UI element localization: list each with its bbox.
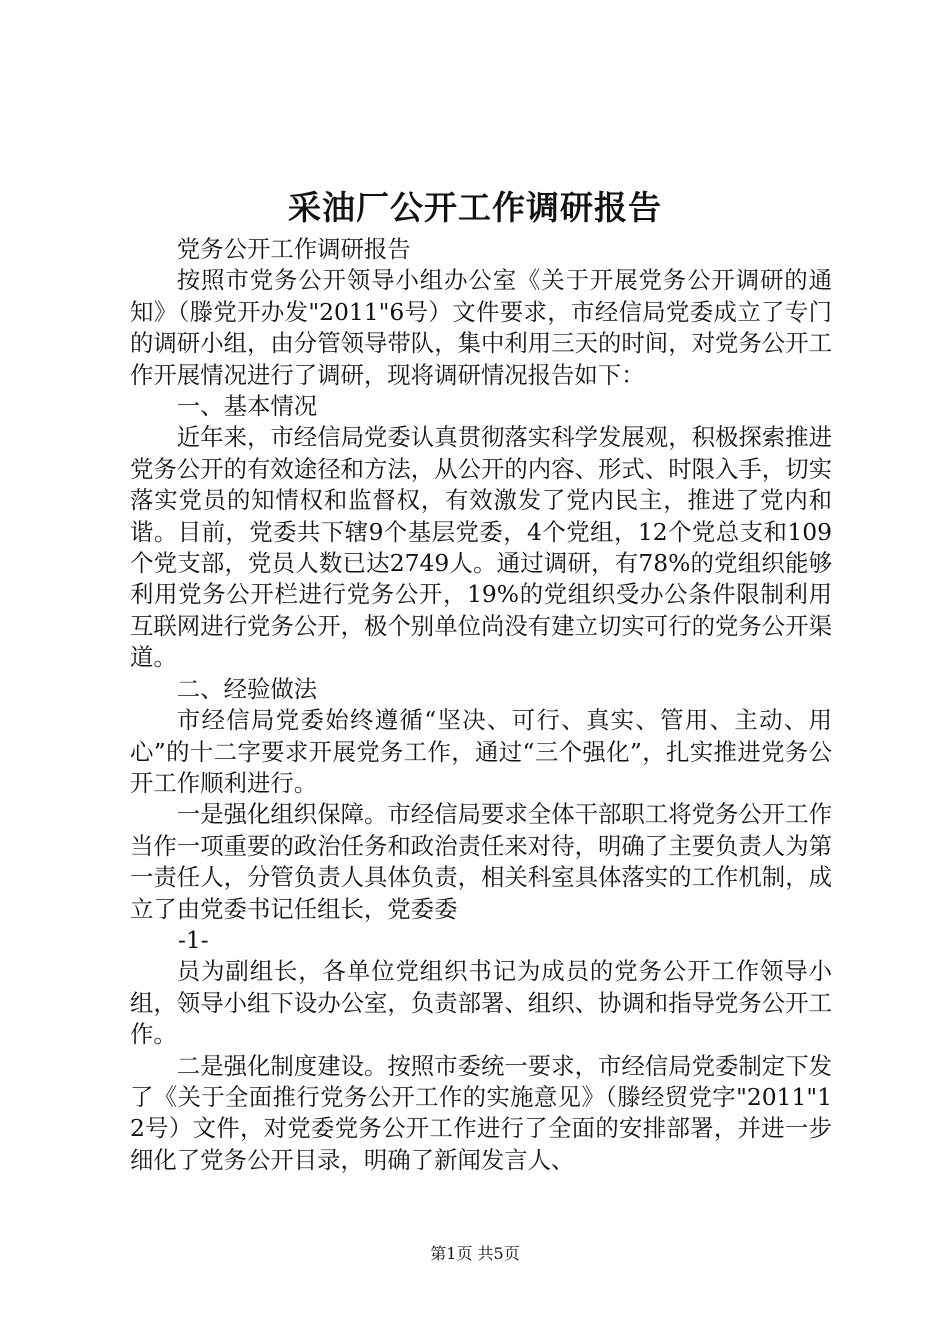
document-title: 采油厂公开工作调研报告 (288, 188, 662, 227)
organization-paragraph: 一是强化组织保障。市经信局要求全体干部职工将党务公开工作当作一项重要的政治任务和政治责任来对待，明确了主要负责人为第一责任人，分管负责人具体负责，相关科室具体落实的工作机制，成立了由党委书记任组长，党委委 (130, 800, 832, 923)
page-marker: -1- (178, 925, 209, 954)
continuation-paragraph: 员为副组长，各单位党组织书记为成员的党务公开工作领导小组，领导小组下设办公室，负责部署、组织、协调和指导党务公开工作。 (130, 957, 832, 1049)
section-heading-experience: 二、经验做法 (176, 674, 318, 703)
system-building-paragraph: 二是强化制度建设。按照市委统一要求，市经信局党委制定下发了《关于全面推行党务公开工作的实施意见》（滕经贸党字"2011"12号）文件，对党委党务公开工作进行了全面的安排部署，并进一步细化了党务公开目录，明确了新闻发言人、 (130, 1051, 832, 1174)
document-body (130, 234, 832, 1176)
section-heading-basic: 一、基本情况 (176, 392, 318, 421)
subtitle-paragraph: 党务公开工作调研报告 (176, 235, 411, 263)
basic-situation-paragraph: 近年来，市经信局党委认真贯彻落实科学发展观，积极探索推进党务公开的有效途径和方法，从公开的内容、形式、时限入手，切实落实党员的知情权和监督权，有效激发了党内民主，推进了党内和谐。目前，党委共下辖9个基层党委，4个党组，12个党总支和109个党支部，党员人数已达2749人。通过调研，有78%的党组织能够利用党务公开栏进行党务公开，19%的党组织受办公条件限制利用互联网进行党务公开，极个别单位尚没有建立切实可行的党务公开渠道。 (130, 423, 832, 672)
experience-paragraph: 市经信局党委始终遵循“坚决、可行、真实、管用、主动、用心”的十二字要求开展党务工作，通过“三个强化”，扎实推进党务公开工作顺利进行。 (130, 706, 832, 797)
intro-paragraph: 按照市党务公开领导小组办公室《关于开展党务公开调研的通知》（滕党开办发"2011"6号）文件要求，市经信局党委成立了专门的调研小组，由分管领导带队，集中利用三天的时间，对党务公开工作开展情况进行了调研，现将调研情况报告如下： (130, 266, 832, 389)
page-footer: 第1页 共5页 (430, 1244, 520, 1263)
